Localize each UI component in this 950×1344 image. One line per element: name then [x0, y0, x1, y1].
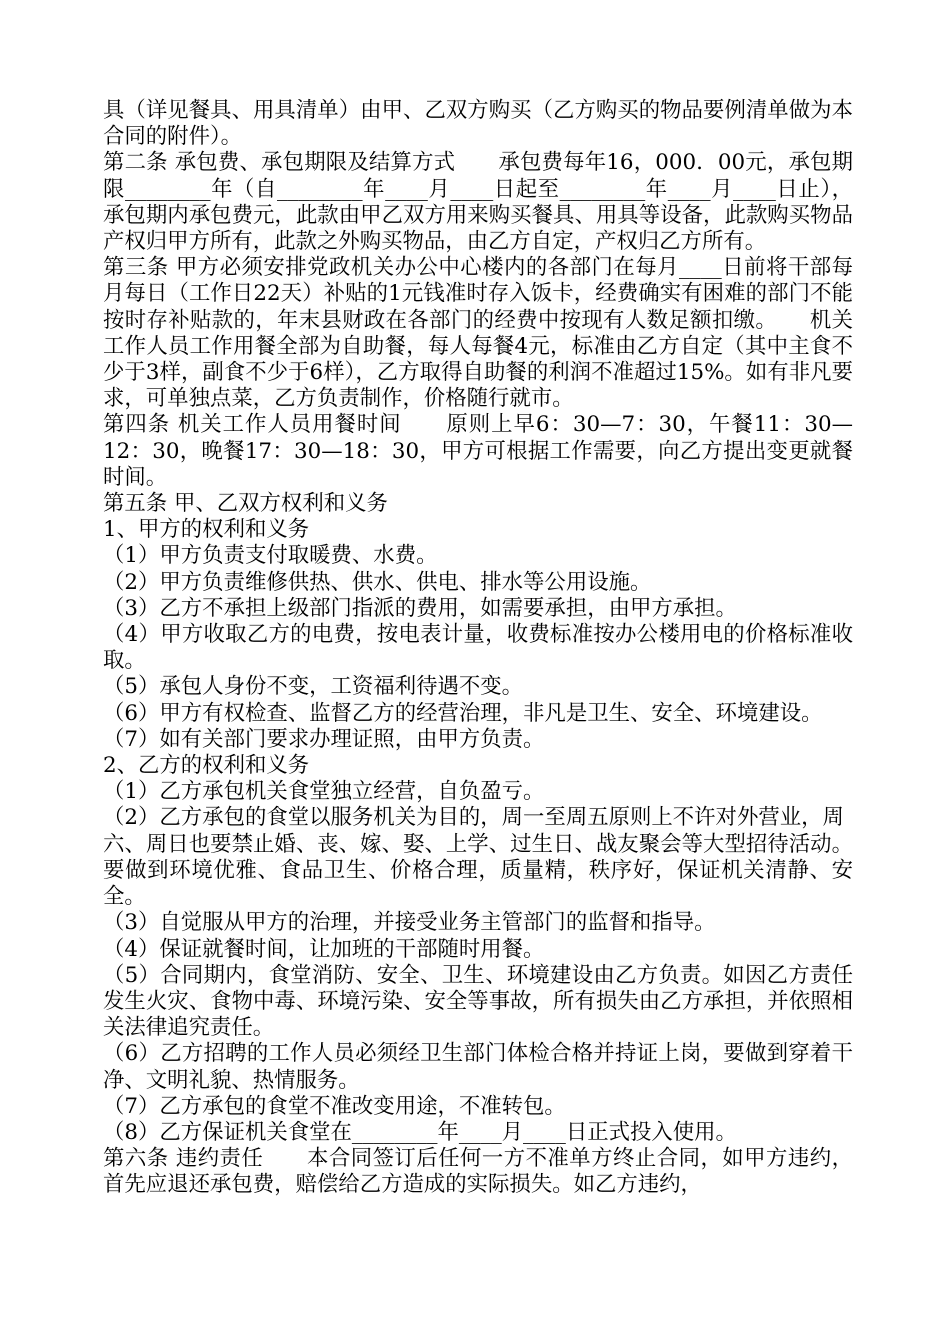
list-item: （3）乙方不承担上级部门指派的费用，如需要承担，由甲方承担。	[103, 595, 737, 621]
list-item: （1）乙方承包机关食堂独立经营，自负盈亏。	[103, 779, 545, 805]
list-item: （7）如有关部门要求办理证照，由甲方负责。	[103, 726, 545, 752]
list-item: （8）乙方保证机关食堂在________年____月____日正式投入使用。	[103, 1119, 737, 1145]
list-item: （4）甲方收取乙方的电费，按电表计量，收费标准按办公楼用电的价格标准收取。	[103, 622, 853, 674]
list-item: （3）自觉服从甲方的治理，并接受业务主管部门的监督和指导。	[103, 910, 716, 936]
heading-party-a-rights: 1、甲方的权利和义务	[103, 517, 310, 543]
list-item: （6）乙方招聘的工作人员必须经卫生部门体检合格并持证上岗，要做到穿着干净、文明礼貌、热情服务。	[103, 1041, 853, 1093]
list-item: （5）承包人身份不变，工资福利待遇不变。	[103, 674, 524, 700]
list-item-continuation: 六、周日也要禁止婚、丧、嫁、娶、上学、过生日、战友聚会等大型招待活动。要做到环境优雅、食品卫生、价格合理，质量精，秩序好，保证机关清静、安全。	[103, 831, 853, 910]
paragraph-article-3-subsidy: 第三条 甲方必须安排党政机关办公中心楼内的各部门在每月____日前将干部每月每日（工作日22天）补贴的1元钱准时存入饭卡，经费确实有困难的部门不能按时存补贴款的，年末县财政在各部门的经费中按现有人数足额扣缴。 机关工作人员工作用餐全部为自助餐，每人每餐4元，标准由乙方自定（其中主食不少于3样，副食不少于6样），乙方取得自助餐的利润不准超过15%。如有非凡要求，可单独点菜，乙方负责制作，价格随行就市。	[103, 255, 853, 412]
list-item: （6）甲方有权检查、监督乙方的经营治理，非凡是卫生、安全、环境建设。	[103, 700, 823, 726]
list-item: （2）乙方承包的食堂以服务机关为目的，周一至周五原则上不许对外营业，周	[103, 805, 844, 831]
document-body	[103, 98, 860, 1199]
paragraph-article-6-liability: 第六条 违约责任 本合同签订后任何一方不准单方终止合同，如甲方违约，首先应退还承包费，赔偿给乙方造成的实际损失。如乙方违约，	[103, 1146, 853, 1198]
paragraph-article-4-meal-times: 第四条 机关工作人员用餐时间 原则上早6：30—7：30，午餐11：30—12：30，晚餐17：30—18：30，甲方可根据工作需要，向乙方提出变更就餐时间。	[103, 412, 853, 490]
list-item: （4）保证就餐时间，让加班的干部随时用餐。	[103, 936, 545, 962]
list-item: （7）乙方承包的食堂不准改变用途，不准转包。	[103, 1093, 566, 1119]
list-item: （1）甲方负责支付取暖费、水费。	[103, 543, 438, 569]
list-item: （5）合同期内，食堂消防、安全、卫生、环境建设由乙方负责。如因乙方责任发生火灾、食物中毒、环境污染、安全等事故，所有损失由乙方承担，并依照相关法律追究责任。	[103, 962, 853, 1041]
heading-article-5-rights: 第五条 甲、乙双方权利和义务	[103, 491, 388, 517]
heading-party-b-rights: 2、乙方的权利和义务	[103, 753, 310, 779]
list-item: （2）甲方负责维修供热、供水、供电、排水等公用设施。	[103, 569, 652, 595]
paragraph-article-2-fees: 第二条 承包费、承包期限及结算方式 承包费每年16，000．00元，承包期限________年（自________年____月____日起至________年____月____日止），承包期内承包费元，此款由甲乙双方用来购买餐具、用具等设备，此款购买物品 产权归甲方所有，此款之外购买物品，由乙方自定，产权归乙方所有。	[103, 150, 860, 255]
paragraph-appliance-list: 具（详见餐具、用具清单）由甲、乙双方购买（乙方购买的物品要例清单做为本合同的附件）。	[103, 98, 853, 150]
